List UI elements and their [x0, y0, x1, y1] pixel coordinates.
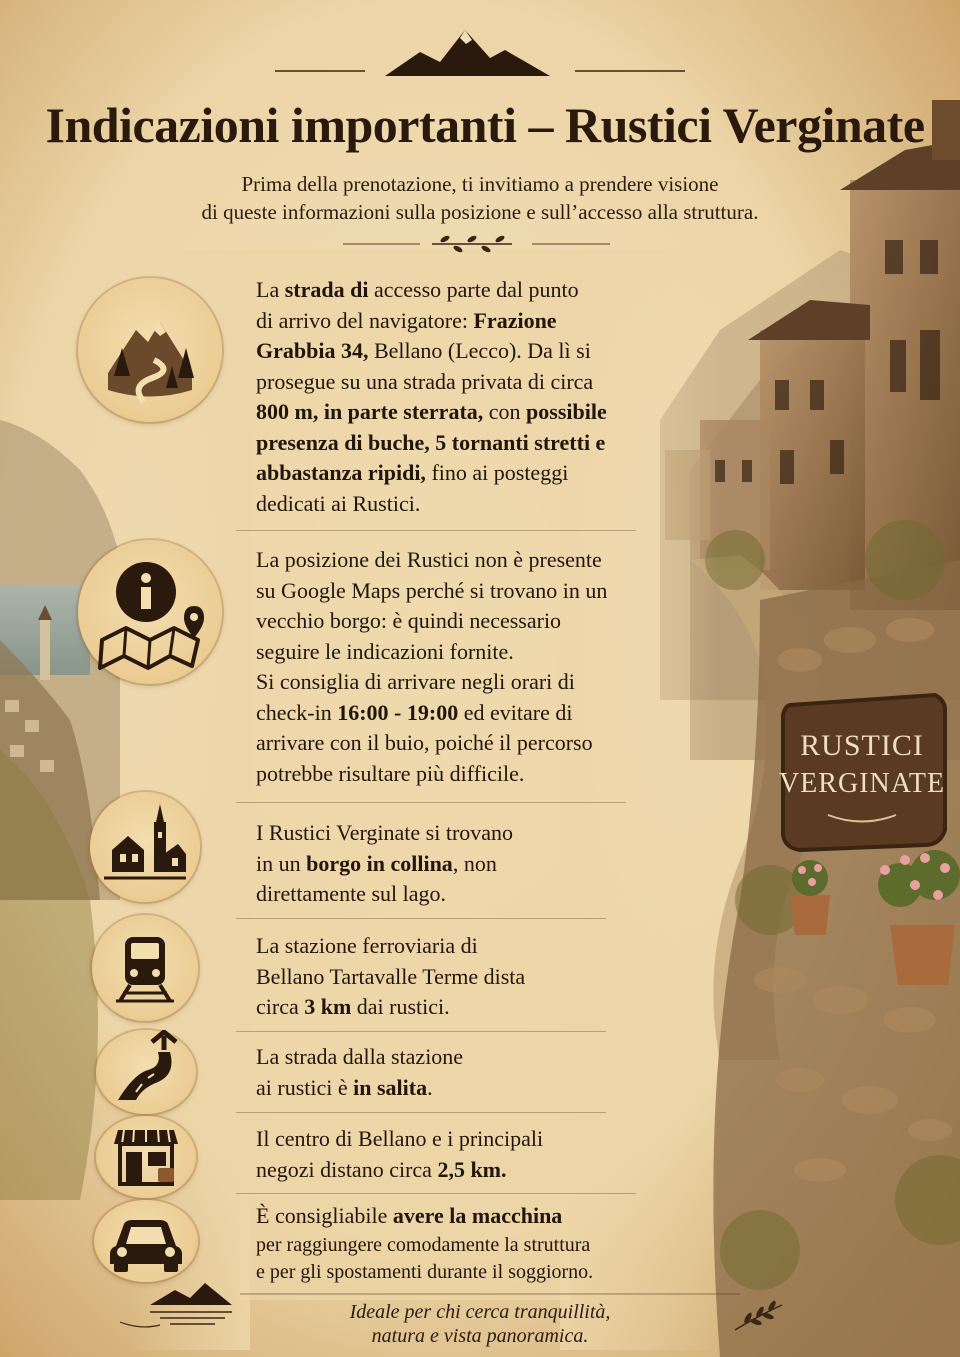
car-recommendation-info — [256, 1201, 593, 1286]
footer-line: Ideale per chi cerca tranquillità, — [349, 1301, 611, 1323]
text-line: direttamente sul lago. — [256, 881, 446, 906]
text-line: vecchio borgo: è quindi necessario — [256, 608, 562, 633]
info-map-icon — [78, 540, 222, 684]
footer-tagline — [250, 1300, 710, 1348]
footer-line: natura e vista panoramica. — [371, 1325, 589, 1347]
text-line: e per gli spostamenti durante il soggiorno. — [256, 1260, 594, 1283]
text-line: Si consiglia di arrivare negli orari di — [256, 669, 575, 694]
text-line: La strada di accesso parte dal punto — [256, 277, 579, 302]
divider — [236, 1112, 606, 1113]
subtitle-line: Prima della prenotazione, ti invitiamo a prendere visione — [241, 172, 719, 196]
divider — [236, 802, 626, 803]
text-line: Il centro di Bellano e i principali — [256, 1126, 544, 1151]
page-subtitle — [120, 170, 840, 226]
town-center-info — [256, 1124, 543, 1185]
hill-village-info — [256, 818, 513, 910]
text-line: di arrivo del navigatore: Frazione — [256, 307, 557, 333]
text-line: arrivare con il buio, poiché il percorso — [256, 730, 593, 755]
text-line: per raggiungere comodamente la struttura — [256, 1233, 591, 1256]
text-line: abbastanza ripidi, fino ai posteggi — [256, 460, 569, 485]
text-line: su Google Maps perché si trovano in un — [256, 577, 608, 603]
text-line: ai rustici è in salita. — [256, 1074, 433, 1100]
text-line: I Rustici Verginate si trovano — [256, 820, 514, 845]
text-line: La stazione ferroviaria di — [256, 933, 478, 958]
text-line: La strada dalla stazione — [256, 1044, 464, 1069]
sign-line: RUSTICI — [800, 729, 924, 762]
train-icon — [92, 915, 198, 1021]
divider — [236, 1031, 606, 1032]
text-line: in un borgo in collina, non — [256, 850, 497, 876]
page-title: Indicazioni importanti – Rustici Verginate — [45, 97, 925, 153]
text-line: presenza di buche, 5 tornanti stretti e — [256, 429, 606, 455]
text-line: Bellano Tartavalle Terme dista — [256, 963, 526, 989]
divider — [236, 530, 636, 531]
train-station-info — [256, 931, 525, 1023]
text-line: negozi distano circa 2,5 km. — [256, 1156, 507, 1182]
car-icon — [94, 1200, 198, 1282]
location-info — [256, 545, 607, 789]
text-line: Grabbia 34, Bellano (Lecco). Da lì si — [256, 338, 591, 363]
sign-line: VERGINATE — [778, 768, 946, 799]
uphill-road-info — [256, 1042, 463, 1103]
uphill-road-icon — [96, 1030, 196, 1114]
text-line: prosegue su una strada privata di circa — [256, 368, 594, 394]
text-line: dedicati ai Rustici. — [256, 490, 421, 516]
text-line: La posizione dei Rustici non è presente — [256, 547, 602, 572]
text-line: È consigliabile avere la macchina — [256, 1203, 563, 1228]
text-line: 800 m, in parte sterrata, con possibile — [256, 399, 607, 424]
divider — [236, 1193, 636, 1194]
access-road-info — [256, 275, 607, 519]
subtitle-line: di queste informazioni sulla posizione e sull’accesso alla struttura. — [201, 200, 759, 224]
shop-icon — [96, 1116, 196, 1198]
text-line: seguire le indicazioni fornite. — [256, 638, 514, 664]
mountain-road-icon — [78, 278, 222, 422]
text-line: check-in 16:00 - 19:00 ed evitare di — [256, 699, 573, 725]
text-line: circa 3 km dai rustici. — [256, 994, 450, 1019]
text-line: potrebbe risultare più difficile. — [256, 760, 525, 786]
divider — [236, 918, 606, 919]
village-icon — [90, 792, 200, 902]
